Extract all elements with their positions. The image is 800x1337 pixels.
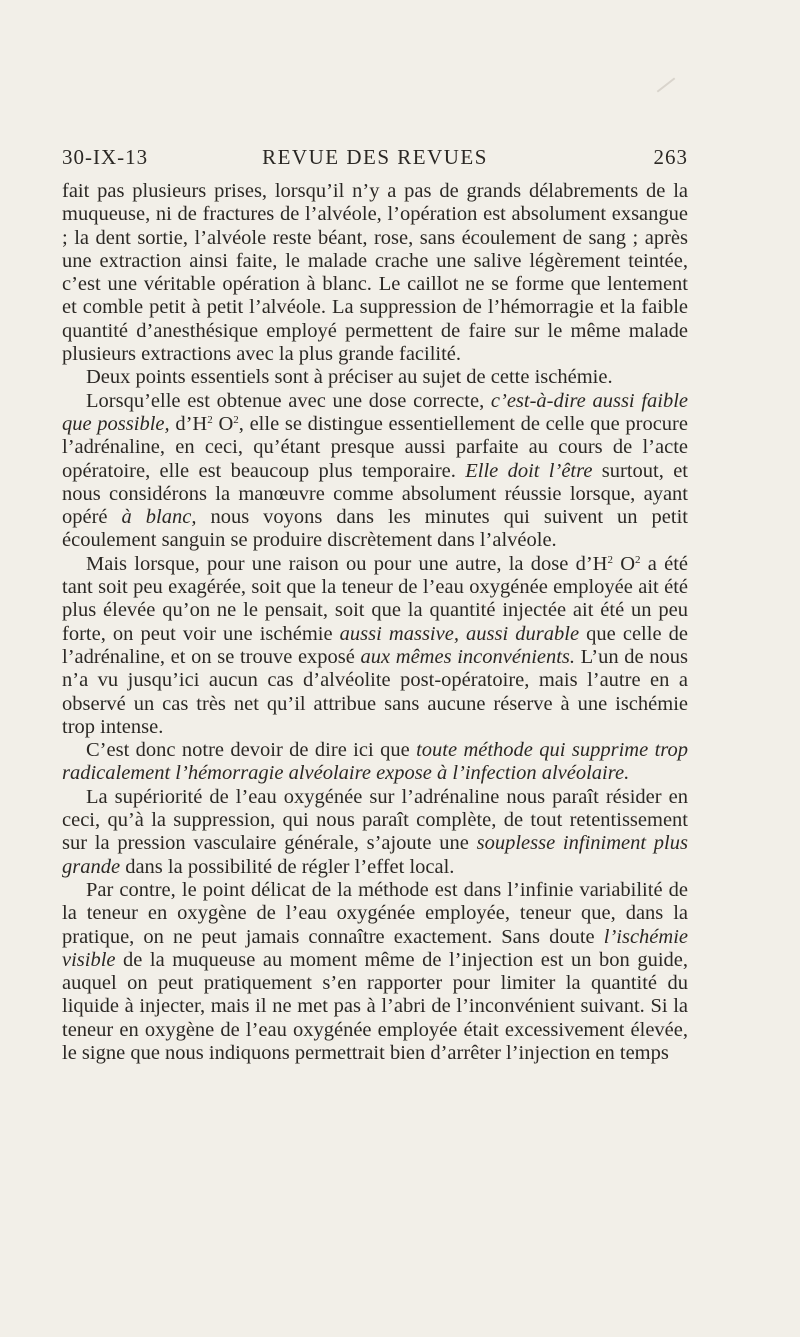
text-run: Par contre, le point délicat de la méthode est dans l’infinie variabilité de la teneur en oxygène de l’eau oxygénée employée, teneur que, dans la pratique, on ne peut jamais connaître exactement. Sans doute: [62, 878, 688, 948]
text-run: C’est donc notre devoir de dire ici que: [86, 739, 417, 762]
italic-text: souplesse infiniment plus grande: [62, 832, 688, 878]
running-header: [62, 145, 688, 175]
header-date: 30-IX-13: [62, 145, 149, 169]
text-run: O: [612, 552, 636, 575]
text-run: Lorsqu’elle est obtenue avec une dose correcte,: [86, 389, 491, 412]
paragraph-2: [62, 366, 688, 389]
text-run: d’H: [169, 412, 208, 435]
paragraph-5: [62, 739, 688, 786]
text-run: Deux points essentiels sont à préciser au sujet de cette ischémie.: [86, 366, 613, 389]
text-run: L’un de nous n’a vu jusqu’ici aucun cas d’alvéolite post-opératoire, mais l’autre en a observé un cas très net qu’il attribue sans aucune réserve à une ischémie trop intense.: [62, 645, 688, 738]
superscript: 2: [207, 413, 213, 426]
paragraph-7: [62, 879, 688, 1065]
superscript: 2: [607, 553, 613, 566]
italic-text: Elle doit l’être: [465, 459, 593, 482]
text-run: La supériorité de l’eau oxygénée sur l’adrénaline nous paraît résider en ceci, qu’à la suppression, qui nous paraît complète, de tout retentissement sur la pression vasculaire générale, s’ajoute une: [62, 785, 688, 855]
superscript: 2: [635, 553, 641, 566]
paragraph-6: [62, 786, 688, 879]
header-title: REVUE DES REVUES: [262, 145, 488, 169]
italic-text: toute méthode qui supprime trop radicalement l’hémorragie alvéolaire expose à l’infection alvéolaire.: [62, 739, 688, 785]
paragraph-4: [62, 553, 688, 739]
body-text: [62, 180, 688, 1065]
text-run: nous voyons dans les minutes qui suivent un petit écoulement sanguin se produire discrètement dans l’alvéole.: [62, 506, 688, 552]
text-run: surtout, et nous considérons la manœuvre comme absolument réussie lorsque, ayant opéré: [62, 459, 688, 529]
text-run: que celle de l’adrénaline, et on se trouve exposé: [62, 622, 688, 668]
italic-text: aux mêmes inconvénients.: [360, 645, 576, 668]
italic-text: l’ischémie visible: [62, 925, 688, 971]
text-run: fait pas plusieurs prises, lorsqu’il n’y a pas de grands délabrements de la muqueuse, ni de fractures de l’alvéole, l’opération est absolument exsangue ; la dent sortie, l’alvéole reste béant, rose, sans écoulement de sang ; après une extraction ainsi faite, le malade crache une salive légèrement teintée, c’est une véritable opération à blanc. Le caillot ne se forme que lentement et comble petit à petit l’alvéole. La suppression de l’hémorragie et la faible quantité d’anesthésique employé permettent de faire sur le même malade plusieurs extractions avec la plus grande facilité.: [62, 180, 688, 366]
page-number: 263: [653, 145, 688, 169]
text-run: dans la possibilité de régler l’effet local.: [120, 855, 455, 878]
text-run: a été tant soit peu exagérée, soit que la teneur de l’eau oxygénée employée ait été plus élevée qu’on ne le pensait, soit que la quantité injectée ait été un peu forte, on peut voir une ischémie: [62, 552, 688, 645]
italic-text: à blanc,: [121, 506, 197, 529]
italic-text: c’est-à-dire aussi faible que possible,: [62, 389, 689, 435]
text-run: de la muqueuse au moment même de l’injection est un bon guide, auquel on peut pratiquement s’en rapporter pour limiter la quantité du liquide à injecter, mais il ne met pas à l’abri de l’inconvénient suivant. Si la teneur en oxygène de l’eau oxygénée employée était excessivement élevée, le signe que nous indiquons permettrait bien d’arrêter l’injection en temps: [62, 948, 688, 1064]
text-run: O: [212, 412, 234, 435]
paragraph-3: [62, 390, 688, 553]
italic-text: aussi massive, aussi durable: [339, 622, 580, 645]
page-mark: [657, 77, 676, 92]
text-run: Mais lorsque, pour une raison ou pour une autre, la dose d’H: [86, 552, 608, 575]
text-run: , elle se distingue essentiellement de celle que procure l’adrénaline, en ceci, qu’étant presque aussi parfaite au cours de l’acte opératoire, elle est beaucoup plus temporaire.: [62, 412, 688, 482]
paragraph-1: [62, 180, 688, 366]
superscript: 2: [233, 413, 239, 426]
